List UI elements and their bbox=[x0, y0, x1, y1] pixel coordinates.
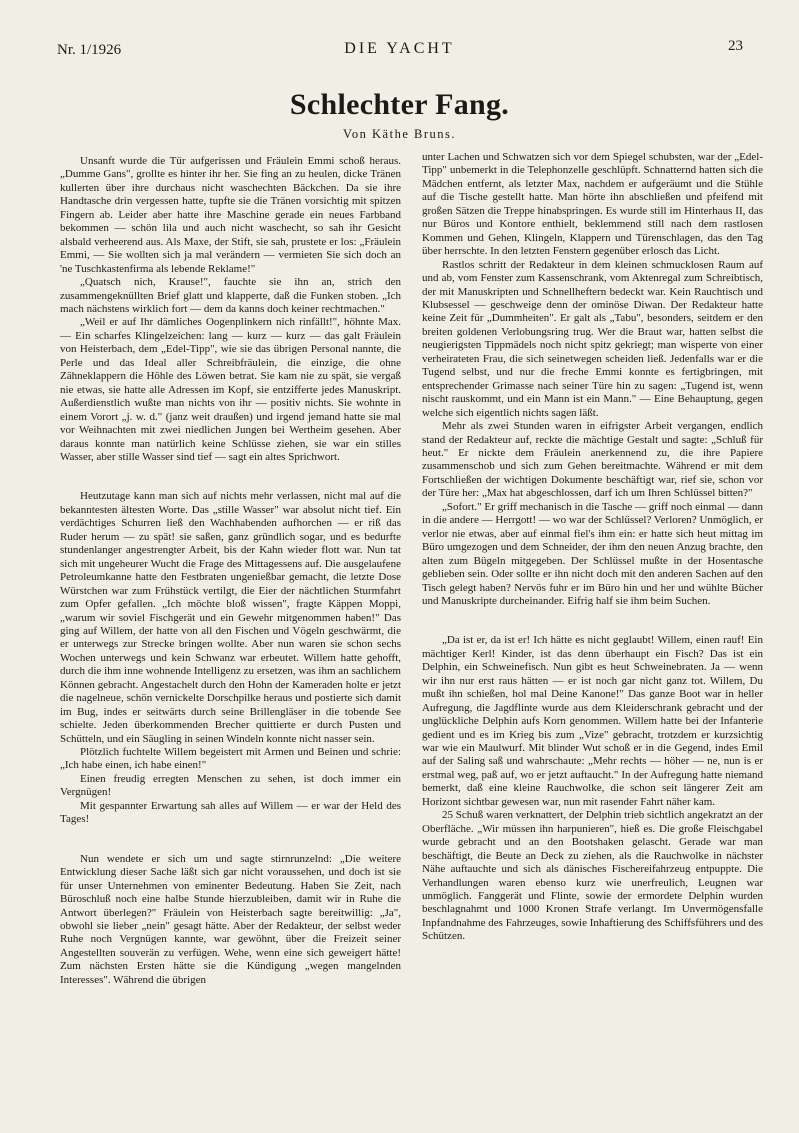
paragraph: Heutzutage kann man sich auf nichts mehr verlassen, nicht mal auf die bekanntesten ältesten Worte. Das „stille Wasser" war absolut nicht tief. Ein verdächtiges Schurren ließ den Wachhabenden aufhorchen — er riß das Ruder herum — zu spät! sie saßen, ganz gründlich sogar, und es bedurfte stundenlanger angestrengter Arbeit, bis der Kahn wieder flott war. Nun tat sich mit ungeheurer Wucht die Frage des Mittagessens auf. Die ausgelaufene Petroleumkanne hatte den Festbraten ungenießbar gemacht, die letzte Dose Würstchen war zum Frühstück vertilgt, die Eier der nächtlichen Sturmfahrt zum Opfer gefallen. „Ich möchte bloß wissen", fragte Käppen Moppi, „warum wir soviel Fischgerät und ein Gewehr mitgenommen haben!" Das ging auf Willem, der hatte von all den Fischen und Vögeln geschwärmt, die er unterwegs zur Strecke bringen wollte. Aber nun waren sie schon sechs Wochen unterwegs und kein Schwanz war erbeutet. Willem hatte gehofft, durch die ihm inne wohnende Intelligenz zu ersetzen, was ihm an sachlichem Können gebracht. Angestachelt durch den Hohn der Kameraden holte er jetzt die nagelneue, schön vernickelte Dorschpilke heraus und postierte sich damit im Bug, indes er seitwärts durch seine Brillengläser in die tobende See schielte. Jeden überkommenden Brecher quittierte er durch Pusten und Schütteln, und ein Säugling in seinen Windeln konnte nicht nasser sein. bbox=[60, 490, 401, 745]
paragraph: 25 Schuß waren verknattert, der Delphin trieb sichtlich angekratzt an der Oberfläche. „Wir müssen ihn harpunieren", hieß es. Die große Fleischgabel wurde gebracht und an den Bootshaken gelascht. Gerade war man beschäftigt, die Beute an Deck zu ziehen, als die Rauchwolke in nächster Nähe auftauchte und sich als dänisches Fischereifahrzeug entpuppte. Die Verhandlungen waren ebenso kurz wie unerfreulich, Leugnen war unmöglich. Fanggerät und Flinte, sowie der ermordete Delphin wurden beschlagnahmt und 1000 Kronen Strafe verlangt. Im Unvermögensfalle Inpfandnahme des Fahrzeuges, sowie Inhaftierung des Schiffsführers und des Schützen. bbox=[422, 809, 764, 943]
article-column-left bbox=[60, 155, 401, 987]
paragraph: „Weil er auf Ihr dämliches Oogenplinkern nich rinfällt!", höhnte Max. — Ein scharfes Klingelzeichen: lang — kurz — kurz — das galt Fräulein von Heisterbach, dem „Edel-Tipp", wie sie das übrigen Personal nannte, die Perle und das Ideal aller Schreibfräulein, die einzige, die ohne Zähneklappern die Höhle des Löwen betrat. Sie kam nie zu spät, sie vergaß nie etwas, sie hatte alle Adressen im Kopf, sie entzifferte jedes Manuskript. Außerdienstlich wußte man nichts von ihr — positiv nichts. Sie wohnte in einem Vorort „j. w. d." (janz weit draußen) und irgend jemand hatte sie mal vor Weihnachten mit zwei niedlichen Jungen bei Wertheim gesehen. Aber daraus konnte man natürlich keine Schlüsse ziehen, sie war ein stilles Wasser, aber stille Wasser sind tief — sagt ein altes Sprichwort. bbox=[60, 316, 401, 463]
paragraph: „Da ist er, da ist er! Ich hätte es nicht geglaubt! Willem, einen rauf! Ein mächtiger Kerl! Kinder, ist das denn überhaupt ein Fisch? Das ist ein Delphin, ein Schweinefisch. Nun gibt es heut Schweinebraten. Ja — wenn wir ihn nur erst raus hätten — er ist noch gar nicht ganz tot. Willem, Du mußt ihn schießen, hol mal Deine Kanone!" Das ganze Boot war in heller Aufregung, die Jagdflinte wurde aus dem Kleiderschrank gebracht und der unglückliche Delphin aufs Korn genommen. Willem hatte bei der Infanterie gedient und es im Krieg bis zum „Vize" gebracht, trotzdem er kurzsichtig war wie ein Maulwurf. Mit blinder Wut schoß er in die Gegend, indes Emil auf der Saling saß und wahrschaute: „Mehr rechts — höher — ne, nun is er erstmal weg, paß auf, wo er jetzt auftaucht." In der Aufregung hatte niemand bemerkt, daß eine kleine Rauchwolke, die schon seit längerer Zeit am Horizont sichtbar gewesen war, nun mit rasender Fahrt näher kam. bbox=[422, 634, 763, 808]
paragraph: „Quatsch nich, Krause!", fauchte sie ihn an, strich den zusammengeknüllten Brief glatt und klapperte, daß die Funken stoben. „Ich mach nächstens wirklich fort — dem da kanns doch keiner rechtmachen." bbox=[60, 276, 401, 315]
paragraph: Einen freudig erregten Menschen zu sehen, ist doch immer ein Vergnügen! bbox=[60, 772, 401, 799]
paragraph: Plötzlich fuchtelte Willem begeistert mit Armen und Beinen und schrie: „Ich habe einen, ich habe einen!" bbox=[60, 746, 401, 772]
issue-number: Nr. 1/1926 bbox=[57, 42, 122, 58]
paragraph: Mehr als zwei Stunden waren in eifrigster Arbeit vergangen, endlich stand der Redakteur auf, reckte die mächtige Gestalt und sagte: „Schluß für heut." Er nickte dem Fräulein anerkennend zu, die ihre Papiere zusammenschob und sich zum Gehen bereitmachte. Während er mit dem Fortschließen der wichtigen Dokumente beschäftigt war, rief sie, schon vor der Türe her: „Max hat abgeschlossen, darf ich um Ihren Schlüssel bitten?" bbox=[422, 420, 763, 500]
paragraph: „Sofort." Er griff mechanisch in die Tasche — griff noch einmal — dann in die andere — Herrgott! — wo war der Schlüssel? Verloren? Unmöglich, er verlor nie etwas, aber auf einmal fiel's ihm ein: er hatte sich heut mittag im Büro umgezogen und dem Schneider, der ihm den neuen Anzug brachte, den alten zum Bügeln mitgegeben. Der Schlüssel mußte in der Hosentasche geblieben sein. Oder sollte er ihn nicht doch mit den anderen Sachen auf den Tisch gelegt haben? Nervös fuhr er im Büro hin und her und wühlte Bücher und Manuskripte durcheinander. Eifrig half sie ihm beim Suchen. bbox=[422, 500, 763, 607]
paragraph: Mit gespannter Erwartung sah alles auf Willem — er war der Held des Tages! bbox=[60, 799, 401, 826]
article-byline: Von Käthe Bruns. bbox=[342, 127, 456, 141]
paragraph: Unsanft wurde die Tür aufgerissen und Fräulein Emmi schoß heraus. „Dumme Gans", grollte es hinter ihr her. Sie fing an zu heulen, dicke Tränen kullerten über ihre durchaus nicht waschechten Bäckchen. Da sie ihre Handtasche drin vergessen hatte, tupfte sie die Tränen vorsichtig mit spitzen Fingern ab. Leider aber hatte ihre Maschine gerade ein neues Farbband bekommen — schön lila und auch nicht waschecht, so sah ihr Gesicht alsbald verheerend aus. Als Maxe, der Stift, sie sah, prustete er los: „Fräulein Emmi, — Sie wollten sich ja mal verändern — vermieten Sie sich doch an 'ne Tuschkastenfirma als lebende Reklame!" bbox=[60, 155, 401, 275]
paragraph: Nun wendete er sich um und sagte stirnrunzelnd: „Die weitere Entwicklung dieser Sache läßt sich gar nicht voraussehen, und doch ist sie für unser Unternehmen von eminenter Bedeutung. Haben Sie Zeit, nach Büroschluß noch eine halbe Stunde hierzubleiben, damit wir in Ruhe die Antwort überlegen?" Fräulein von Heisterbach sagte bereitwillig: „Ja", obwohl sie lieber „nein" gesagt hätte. Aber der Redakteur, der selbst weder Ruhe noch Vergnügen kannte, war gewöhnt, über die Freizeit seiner Angestellten souverän zu verfügen. Wehe, wenn eine sich geweigert hätte! Zum nächsten Ersten hätte sie die Kündigung „wegen mangelnden Interesses". Während die übrigen bbox=[60, 852, 401, 986]
page-number: 23 bbox=[728, 38, 743, 54]
paragraph: unter Lachen und Schwatzen sich vor dem Spiegel schubsten, war der „Edel-Tipp" unbemerkt in die Telephonzelle geschlüpft. Schnatternd hatten sich die Mädchen entfernt, als letzter Max, nachdem er aufgeräumt und die Stühle auf die Tische gestellt hatte. Man hörte ihn abschließen und pfeifend mit großen Sätzen die Treppe hinabspringen. Es wurde still im Hinterhaus II, das nur Büros und Kontore enthielt, beklemmend still nach dem rastlosen Kommen und Gehen, Klingeln, Klappern und Türenschlagen, das den Tag über herrschte. In den letzten Fenstern gegenüber erlosch das Licht. bbox=[422, 151, 763, 258]
paragraph: Rastlos schritt der Redakteur in dem kleinen schmucklosen Raum auf und ab, vom Fenster zum Kassenschrank, vom Aktenregal zum Schreibtisch, der mit Manuskripten und Schnellheftern bedeckt war. Kein Rauchtisch und Klubsessel — geschweige denn der ominöse Diwan. Der Redakteur hatte keine Zeit für „Dummheiten". Er galt als „Tabu", besonders, seitdem er den breiten goldenen Verlobungsring trug. Wer die Braut war, hatten selbst die neugierigsten Tippmädels noch nicht spitz gekriegt; man wisperte von einer verheirateten Frau, die sich seinetwegen scheiden ließ. Jedenfalls war er die Tugend selbst, und nur die freche Emmi konnte es fertigbringen, mit entsprechender Grimasse nach seiner Türe hin zu sagen: „Tugend ist, wenn nischt rauskommt, und ein Mann ist ein Mann." — Eine Behauptung, gegen welche sich eigentlich nichts sagen läßt. bbox=[422, 258, 763, 419]
article-title: Schlechter Fang. bbox=[289, 88, 510, 121]
journal-title: DIE YACHT bbox=[344, 40, 455, 57]
article-column-right bbox=[422, 151, 763, 944]
